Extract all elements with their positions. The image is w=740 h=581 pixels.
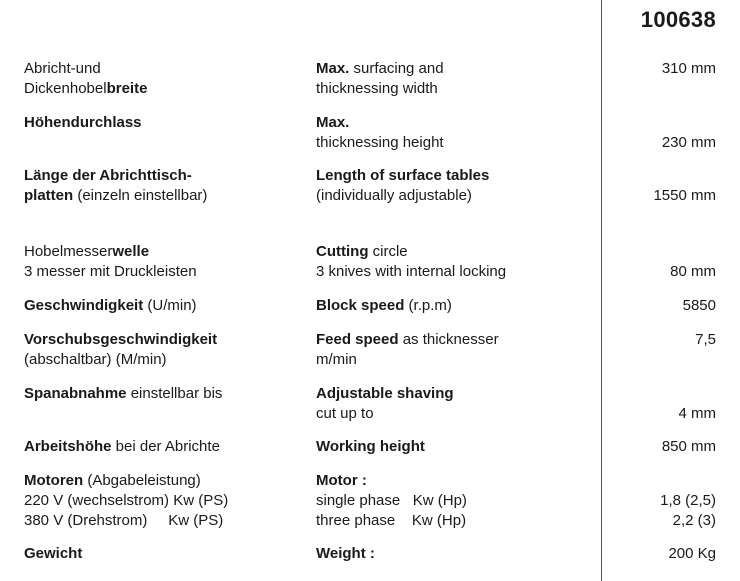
label-line xyxy=(316,296,596,316)
label-bold-segment: Arbeitshöhe xyxy=(24,438,112,455)
spec-value xyxy=(576,242,716,282)
english-label xyxy=(316,471,596,531)
value-line xyxy=(576,471,716,491)
spec-value xyxy=(576,437,716,457)
label-line xyxy=(24,296,304,316)
german-label xyxy=(24,437,304,457)
label-bold-segment: Vorschubsgeschwindigkeit xyxy=(24,331,218,348)
value-line: 1550 mm xyxy=(653,187,716,204)
label-bold-segment: breite xyxy=(106,80,148,97)
english-label xyxy=(316,242,596,282)
english-label xyxy=(316,330,596,370)
label-line xyxy=(24,511,304,531)
german-label xyxy=(24,296,304,316)
label-segment: m/min xyxy=(316,351,357,368)
label-segment: Hobelmesser xyxy=(24,243,113,260)
label-segment: 3 knives with internal locking xyxy=(316,263,507,280)
value-line: 80 mm xyxy=(670,263,716,280)
label-segment: 380 V (Drehstrom) Kw (PS) xyxy=(24,512,224,529)
label-line xyxy=(316,437,596,457)
label-line xyxy=(24,471,304,491)
value-line: 310 mm xyxy=(661,60,716,77)
label-line xyxy=(24,491,304,511)
label-line xyxy=(316,404,596,424)
label-segment: 3 messer mit Druckleisten xyxy=(24,263,197,280)
label-bold-segment: Motoren xyxy=(24,472,84,489)
label-segment: einstellbar bis xyxy=(126,385,223,402)
label-line xyxy=(24,262,304,282)
label-bold-segment: Max. xyxy=(316,114,350,131)
spec-value xyxy=(576,330,716,350)
label-line xyxy=(24,186,304,206)
label-line xyxy=(316,113,596,133)
label-bold-segment: Block speed xyxy=(316,297,405,314)
label-bold-segment: Geschwindigkeit xyxy=(24,297,144,314)
value-line: 1,8 (2,5) xyxy=(660,492,716,509)
label-line xyxy=(316,384,596,404)
value-line xyxy=(576,113,716,133)
label-line xyxy=(316,471,596,491)
german-label xyxy=(24,113,304,133)
label-segment: (einzeln einstellbar) xyxy=(73,187,208,204)
spec-value xyxy=(576,384,716,424)
label-line xyxy=(24,166,304,186)
label-segment: single phase Kw (Hp) xyxy=(316,492,467,509)
label-line xyxy=(24,242,304,262)
spec-value xyxy=(576,544,716,564)
label-line xyxy=(316,242,596,262)
label-line xyxy=(24,113,304,133)
label-bold-segment: Max. xyxy=(316,60,350,77)
label-segment: (abschaltbar) (M/min) xyxy=(24,351,167,368)
value-line: 230 mm xyxy=(661,134,716,151)
english-label xyxy=(316,113,596,153)
label-line xyxy=(316,350,596,370)
label-segment: three phase Kw (Hp) xyxy=(316,512,467,529)
label-segment: thicknessing width xyxy=(316,80,438,97)
label-segment: (Abgabeleistung) xyxy=(83,472,201,489)
label-line xyxy=(24,330,304,350)
label-bold-segment: platten xyxy=(24,187,74,204)
german-label xyxy=(24,384,304,404)
label-bold-segment: welle xyxy=(112,243,150,260)
label-line xyxy=(316,59,596,79)
label-line xyxy=(316,186,596,206)
english-label xyxy=(316,384,596,424)
spec-value xyxy=(576,166,716,206)
german-label xyxy=(24,544,304,564)
label-segment: (individually adjustable) xyxy=(316,187,472,204)
label-segment: circle xyxy=(368,243,408,260)
spec-value xyxy=(576,113,716,153)
english-label xyxy=(316,437,596,457)
label-segment: (r.p.m) xyxy=(404,297,452,314)
value-line xyxy=(576,242,716,262)
label-bold-segment: Length of surface tables xyxy=(316,167,490,184)
german-label xyxy=(24,330,304,370)
label-segment: 220 V (wechselstrom) Kw (PS) xyxy=(24,492,229,509)
german-label xyxy=(24,59,304,99)
value-line: 7,5 xyxy=(695,331,716,348)
label-line xyxy=(316,491,596,511)
value-line xyxy=(576,384,716,404)
german-label xyxy=(24,166,304,206)
label-line xyxy=(24,59,304,79)
value-line: 5850 xyxy=(682,297,716,314)
label-bold-segment: Länge der Abrichttisch- xyxy=(24,167,192,184)
label-segment: thickness xyxy=(316,134,379,151)
label-segment: bei der Abrichte xyxy=(111,438,220,455)
label-segment: Dickenhobel xyxy=(24,80,107,97)
label-segment: as thicknesser xyxy=(398,331,499,348)
label-bold-segment: Cutting xyxy=(316,243,369,260)
label-bold-segment: Weight : xyxy=(316,545,375,562)
label-line xyxy=(316,79,596,99)
label-bold-segment: Feed speed xyxy=(316,331,399,348)
label-line xyxy=(316,511,596,531)
label-bold-segment: Adjustable shaving xyxy=(316,385,454,402)
english-label xyxy=(316,544,596,564)
label-segment: ing height xyxy=(378,134,444,151)
label-segment: surfacing and xyxy=(349,60,444,77)
english-label xyxy=(316,59,596,99)
spec-value xyxy=(576,296,716,316)
label-line xyxy=(24,79,304,99)
value-line xyxy=(576,166,716,186)
value-line: 200 Kg xyxy=(668,545,716,562)
english-label xyxy=(316,166,596,206)
value-line: 4 mm xyxy=(678,405,716,422)
value-line: 850 mm xyxy=(661,438,716,455)
label-line xyxy=(24,544,304,564)
label-bold-segment: Gewicht xyxy=(24,545,83,562)
label-line xyxy=(316,330,596,350)
german-label xyxy=(24,471,304,531)
model-number: 100638 xyxy=(640,7,716,32)
label-line xyxy=(24,384,304,404)
label-segment: Abricht-und xyxy=(24,60,101,77)
spec-value xyxy=(576,59,716,79)
label-line xyxy=(24,437,304,457)
label-line xyxy=(316,133,596,153)
german-label xyxy=(24,242,304,282)
spec-value xyxy=(576,471,716,531)
english-label xyxy=(316,296,596,316)
label-line xyxy=(316,544,596,564)
label-segment: (U/min) xyxy=(143,297,197,314)
label-bold-segment: Motor : xyxy=(316,472,367,489)
label-bold-segment: Höhendurchlass xyxy=(24,114,142,131)
label-line xyxy=(316,166,596,186)
label-bold-segment: Spanabnahme xyxy=(24,385,127,402)
label-segment: cut up to xyxy=(316,405,374,422)
label-bold-segment: Working height xyxy=(316,438,425,455)
label-line xyxy=(316,262,596,282)
label-line xyxy=(24,350,304,370)
value-line: 2,2 (3) xyxy=(672,512,716,529)
